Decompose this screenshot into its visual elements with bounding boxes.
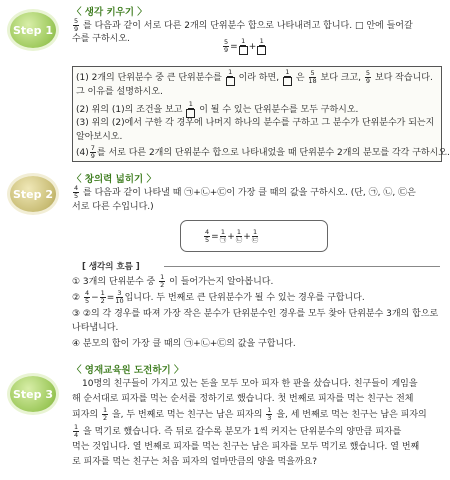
step2-heading: 〈 창의력 넓히기 〉 — [72, 174, 156, 185]
step1-q2-line: (2) 위의 (1)의 조건을 보고 1 이 될 수 있는 단위분수를 모두 구하시오. — [76, 101, 358, 118]
step3-badge-label: Step 3 — [13, 387, 53, 401]
flow-item-4: ④ 분모의 합이 가장 클 때의 ㉠+㉡+㉢의 값을 구합니다. — [72, 339, 296, 349]
step1-badge-label: Step 1 — [13, 23, 53, 37]
flow-item-1: ① 3개의 단위분수 중 $\frac{1}{2}$ 이 들어가는지 알아봅니다. — [72, 273, 274, 289]
step1-heading: 〈 생각 키우기 〉 — [72, 7, 147, 18]
step1-badge — [10, 12, 56, 48]
flow-item-2: ② $\frac{4}{5}$ − $\frac{1}{2}$ = $\frac{3}{10}$ 입니다. 두 번째로 큰 단위분수가 될 수 있는 경우를 구합니다. — [72, 289, 365, 305]
flow-item-3-line2: 나타냅니다. — [72, 323, 119, 333]
step3-para-line4: $\frac{1}{4}$ 을 먹기로 했습니다. 즉 뒤로 갈수록 분모가 1씩 커지는 단위분수의 양만큼 피자를 — [74, 423, 402, 439]
step1-q3-line2: 알아보시오. — [76, 132, 123, 142]
step2-badge — [10, 176, 56, 212]
step3-badge — [10, 376, 56, 412]
flow-title: [ 생각의 흐름 ] — [82, 262, 140, 272]
step1-q3-line1: (3) 위의 (2)에서 구한 각 경우에 나머지 하나의 분수를 구하고 그 분수가 단위분수가 되는지 — [76, 118, 435, 128]
step2-badge-label: Step 2 — [13, 187, 53, 201]
step3-heading: 〈 영재교육원 도전하기 〉 — [72, 365, 184, 376]
flow-item-3-line1: ③ ②의 각 경우를 따져 가장 작은 분수가 단위분수인 경우를 모두 찾아 단위분수 3개의 합으로 — [72, 309, 439, 319]
step2-equation: $\frac{4}{5}$ = $\frac{1}{㉠}$ + $\frac{1}{㉡}$ + $\frac{1}{㉢}$ — [205, 228, 259, 244]
flow-divider — [164, 266, 440, 267]
step3-para-line2: 해 순서대로 피자를 먹는 순서를 정하기로 했습니다. 첫 번째로 피자를 먹는 친구는 전체 — [72, 394, 414, 404]
step1-intro-line1 — [72, 18, 413, 33]
step3-para-line6: 로 피자를 먹는 친구는 처음 피자의 얼마만큼의 양을 먹을까요? — [72, 457, 318, 467]
step3-para-line1: 10명의 친구들이 가지고 있는 돈을 모두 모아 피자 한 판을 샀습니다. 친구들이 게임을 — [82, 379, 418, 389]
step1-q1-line1: (1) 2개의 단위분수 중 큰 단위분수를 1 이라 하면, 1 은 $\frac{5}{18}$ 보다 크고, $\frac{5}{9}$ 보다 작습니다. — [76, 68, 433, 85]
step2-intro-line1: $\frac{4}{5}$ 를 다음과 같이 나타낼 때 ㉠+㉡+㉢이 가장 클 때의 값을 구하시오. (단, ㉠, ㉡, ㉢은 — [74, 184, 416, 200]
step1-equation: $\frac{5}{9}$ = 1 + 1 — [222, 38, 267, 55]
step1-q4-line: (4) $\frac{7}{9}$ 를 서로 다른 2개의 단위분수 합으로 나타내었을 때 단위분수 2개의 분모를 각각 구하시오. — [76, 144, 450, 160]
step1-intro-text1: 를 다음과 같이 서로 다른 2개의 단위분수 합으로 나타내려고 합니다. □ 안에 들어갈 — [83, 21, 413, 31]
step3-para-line5: 먹는 것입니다. 열 번째로 피자를 먹는 친구는 남은 피자를 모두 먹기로 했습니다. 열 번째 — [72, 442, 420, 452]
fraction-5-9: $\frac{5}{9}$ — [74, 17, 79, 33]
step1-intro-line2: 수를 구하시오. — [72, 34, 130, 44]
step3-para-line3: 피자의 $\frac{1}{2}$ 을, 두 번째로 먹는 친구는 남은 피자의 $\frac{1}{3}$ 을, 세 번째로 먹는 친구는 남은 피자의 — [72, 406, 427, 422]
step1-q1-line2: 그 이유를 설명하시오. — [76, 87, 163, 97]
step2-intro-line2: 서로 다른 수입니다.) — [72, 202, 154, 212]
